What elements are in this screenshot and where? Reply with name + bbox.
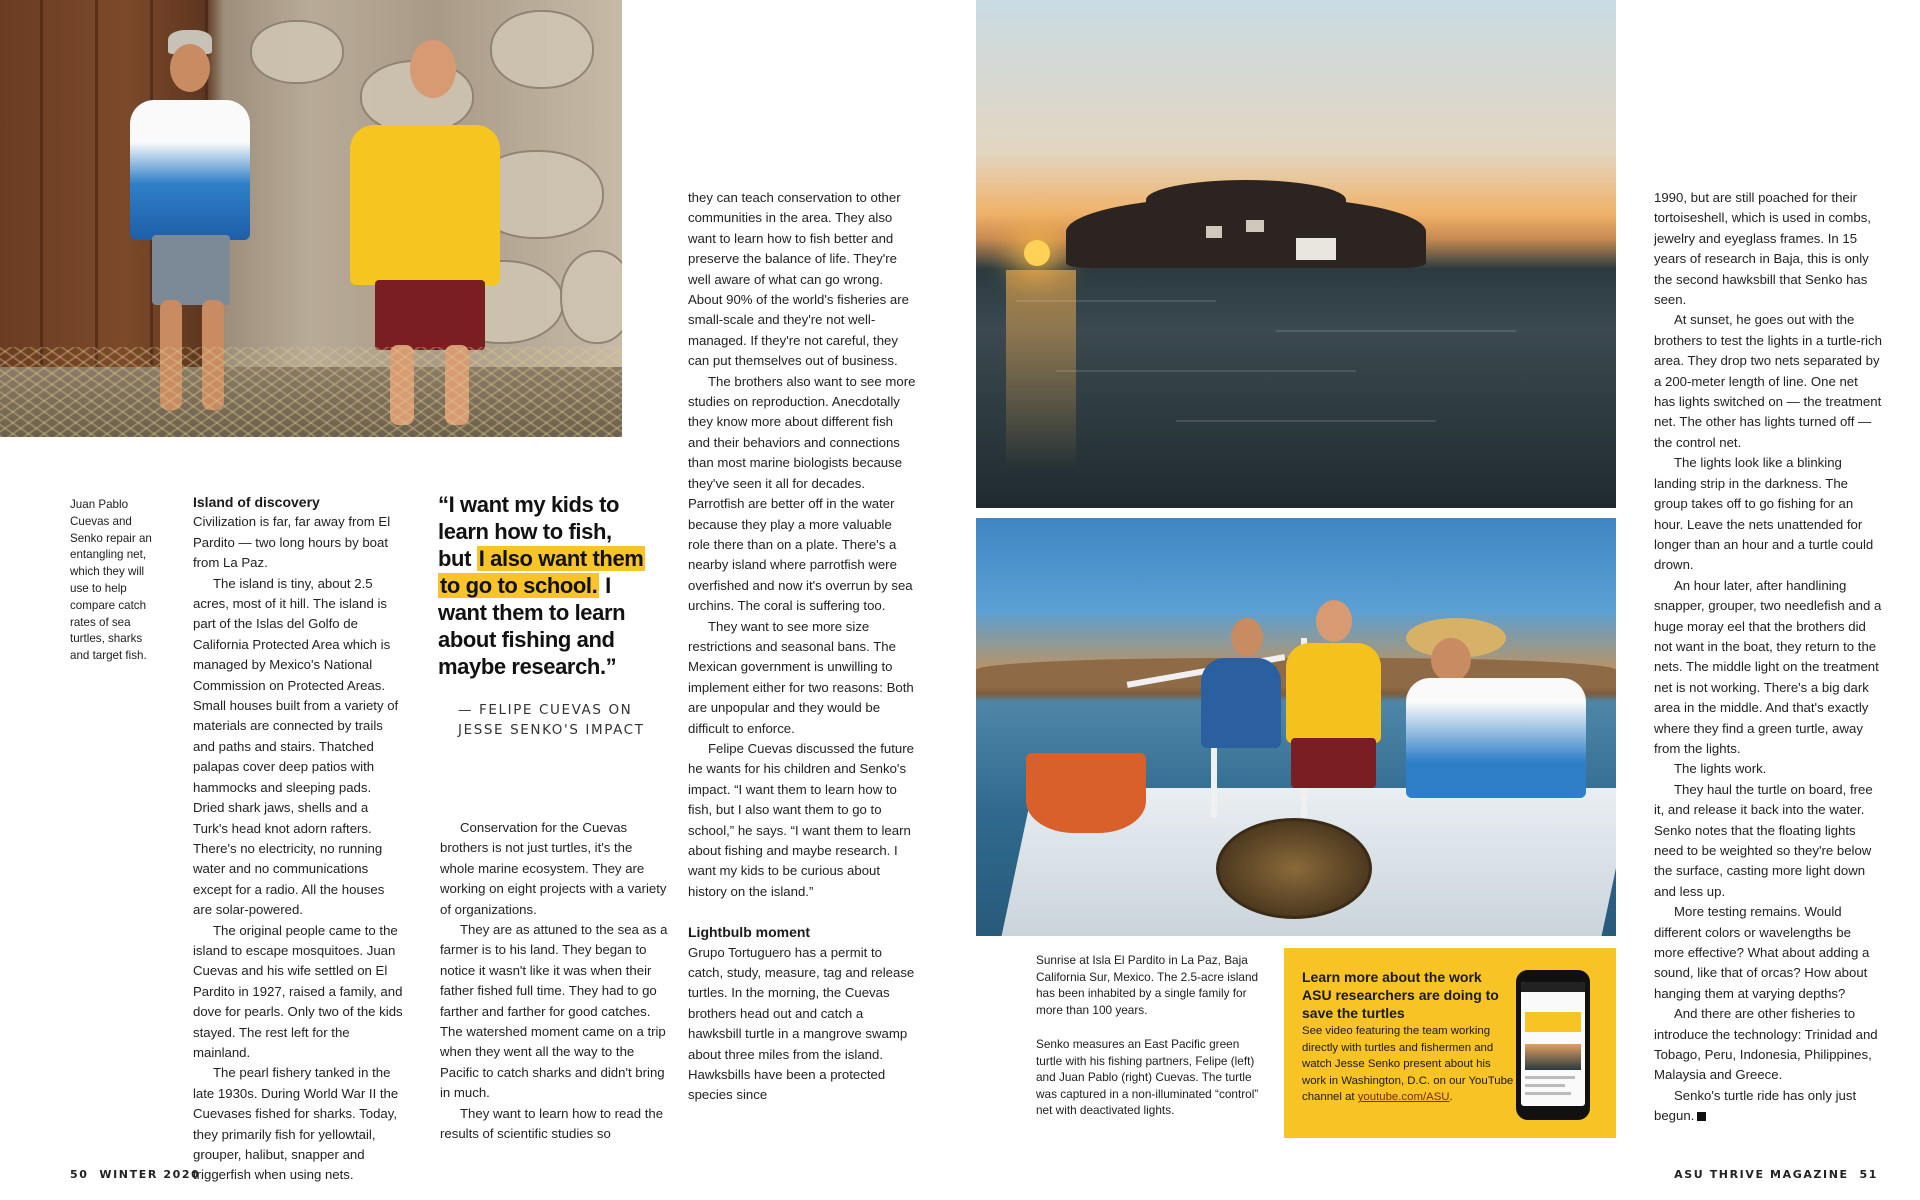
- paragraph: Civilization is far, far away from El Pardito — two long hours by boat from La Paz.: [193, 514, 391, 571]
- phone-icon: [1516, 970, 1590, 1120]
- callout-body-end: .: [1449, 1091, 1453, 1104]
- paragraph: They are as attuned to the sea as a farmer is to his land. They began to notice it wasn't like it was when their father fished full time. They had to go farther and farther for good catches. The watershed moment came on a trip when they went all the way to the Pacific to catch sharks and didn't bring in much.: [440, 922, 668, 1101]
- callout-body-text: See video featuring the team working directly with turtles and fishermen and watch Jesse Senko present about his work in Washington, D.C. on our YouTube channel at: [1302, 1025, 1514, 1104]
- paragraph: 1990, but are still poached for their tortoiseshell, which is used in combs, jewelry and eyeglass frames. In 15 years of research in Baja, this is only the second hawksbill that Senko has seen.: [1654, 190, 1871, 308]
- article-column-3: [688, 188, 916, 1106]
- section-heading-island: Island of discovery: [193, 494, 320, 510]
- photo-men-repairing-net: [0, 0, 622, 437]
- paragraph-final: [1654, 1086, 1882, 1127]
- callout-box: [1284, 948, 1616, 1138]
- pull-quote-highlight: I also want them to go to school.: [440, 546, 644, 598]
- caption-sunrise: Sunrise at Isla El Pardito in La Paz, Baja California Sur, Mexico. The 2.5-acre island has been inhabited by a single family for more than 100 years.: [1036, 953, 1259, 1017]
- end-mark-icon: [1697, 1112, 1706, 1121]
- caption-turtle: Senko measures an East Pacific green turtle with his fishing partners, Felipe (left) and Juan Pablo (right) Cuevas. The turtle was captured in a non-illuminated “control” net with deactivated lights.: [1036, 1037, 1259, 1118]
- paragraph: The island is tiny, about 2.5 acres, most of it hill. The island is part of the Islas del Golfo de California Protected Area which is managed by Mexico's National Commission on Protected Areas. Small houses built from a variety of materials are connected by trails and paths and stairs. Thatched palapas cover deep patios with hammocks and sleeping pads. Dried shark jaws, shells and a Turk's head knot adorn rafters. There's no electricity, no running water and no communications except for a radio. All the houses are solar-powered.: [193, 575, 399, 918]
- paragraph: Grupo Tortuguero has a permit to catch, study, measure, tag and release turtles. In the morning, the Cuevas brothers head out and catch a hawksbill turtle in a mangrove swamp about three miles from the island. Hawksbills have been a protected species since: [688, 944, 915, 1103]
- folio-right: ASU THRIVE MAGAZINE 51: [1674, 1168, 1878, 1181]
- paragraph: they can teach conservation to other communities in the area. They also want to learn how to fish better and preserve the balance of life. They're well aware of what can go wrong. About 90% of the world's fisheries are small-scale and they're not well-managed. If they're not careful, they can put themselves out of business.: [688, 190, 909, 369]
- folio-left: 50 WINTER 2020: [70, 1168, 201, 1181]
- pull-quote-text: [438, 491, 650, 680]
- callout-title: Learn more about the work ASU researchers are doing to save the turtles: [1302, 969, 1499, 1021]
- photo-turtle-on-boat: [976, 518, 1616, 936]
- article-column-2: [440, 818, 668, 1145]
- pull-quote-part2: I want them to learn about fishing and maybe research.”: [438, 573, 626, 679]
- pull-quote-part1: “I want my kids to learn how to fish, but: [438, 492, 620, 571]
- paragraph: They haul the turtle on board, free it, and release it back into the water. Senko notes that the floating lights need to be weighted so they're below the surface, casting more light down and less up.: [1654, 781, 1873, 899]
- article-column-1: [193, 492, 405, 1186]
- paragraph: The lights work.: [1674, 761, 1767, 777]
- paragraph: The pearl fishery tanked in the late 1930s. During World War II the Cuevases fished for sharks. Today, they primarily fish for yellowtail, grouper, halibut, snapper and triggerfish when using nets.: [193, 1065, 399, 1183]
- paragraph: They want to learn how to read the results of scientific studies so: [440, 1105, 664, 1142]
- paragraph: And there are other fisheries to introduce the technology: Trinidad and Tobago, Peru, Indonesia, Philippines, Malaysia and Greece.: [1654, 1006, 1878, 1083]
- paragraph: At sunset, he goes out with the brothers to test the lights in a turtle-rich area. They drop two nets separated by a 200-meter length of line. One net has lights switched on — the treatment net. The other has lights turned off — the control net.: [1654, 312, 1882, 450]
- paragraph: The lights look like a blinking landing strip in the darkness. The group takes off to go fishing for an hour. Leave the nets unattended for longer than an hour and a turtle could drown.: [1654, 455, 1874, 573]
- pull-quote: [438, 491, 650, 740]
- photo-sunrise-island: [976, 0, 1616, 508]
- final-sentence: Senko's turtle ride has only just begun.: [1654, 1087, 1857, 1124]
- caption-net-repair: Juan Pablo Cuevas and Senko repair an entangling net, which they will use to help compare catch rates of sea turtles, sharks and target fish.: [70, 498, 152, 663]
- paragraph: More testing remains. Would different colors or wavelengths be more effective? What about adding a sound, like that of orcas? How about hanging them at varying depths?: [1654, 904, 1870, 1001]
- pull-quote-attribution: — FELIPE CUEVAS ON JESSE SENKO'S IMPACT: [458, 702, 645, 738]
- youtube-link[interactable]: youtube.com/ASU: [1357, 1091, 1450, 1104]
- paragraph: Conservation for the Cuevas brothers is not just turtles, it's the whole marine ecosystem. They are working on eight projects with a variety of organizations.: [440, 820, 667, 917]
- section-heading-lightbulb: Lightbulb moment: [688, 924, 811, 941]
- paragraph: They want to see more size restrictions and seasonal bans. The Mexican government is unwilling to implement either for two reasons: Both are unpopular and they would be difficult to enforce.: [688, 618, 914, 736]
- article-column-4: [1654, 188, 1882, 1127]
- paragraph: The brothers also want to see more studies on reproduction. Anecdotally they know more about different fish and their behaviors and connections than most marine biologists because they've seen it all for decades. Parrotfish are better off in the water because they play a more valuable role there than on a plate. There's a nearby island where parrotfish were overfished and now it's overrun by sea urchins. The coral is suffering too.: [688, 373, 916, 614]
- callout-body: [1302, 1023, 1517, 1106]
- paragraph: The original people came to the island to escape mosquitoes. Juan Cuevas and his wife settled on El Pardito in 1927, raised a family, and dove for pearls. Only two of the kids stayed. The rest left for the mainland.: [193, 922, 403, 1060]
- paragraph: An hour later, after handlining snapper, grouper, two needlefish and a huge moray eel that the brothers did not want in the boat, they return to the nets. The middle light on the treatment net is not working. There's a big dark area in the middle. And that's exactly where they find a green turtle, away from the lights.: [1654, 577, 1882, 756]
- paragraph: Felipe Cuevas discussed the future he wants for his children and Senko's impact. “I want them to learn how to fish, but I also want them to go to school,” he says. “I want them to learn about fishing and maybe research. I want my kids to be curious about history on the island.”: [688, 740, 914, 899]
